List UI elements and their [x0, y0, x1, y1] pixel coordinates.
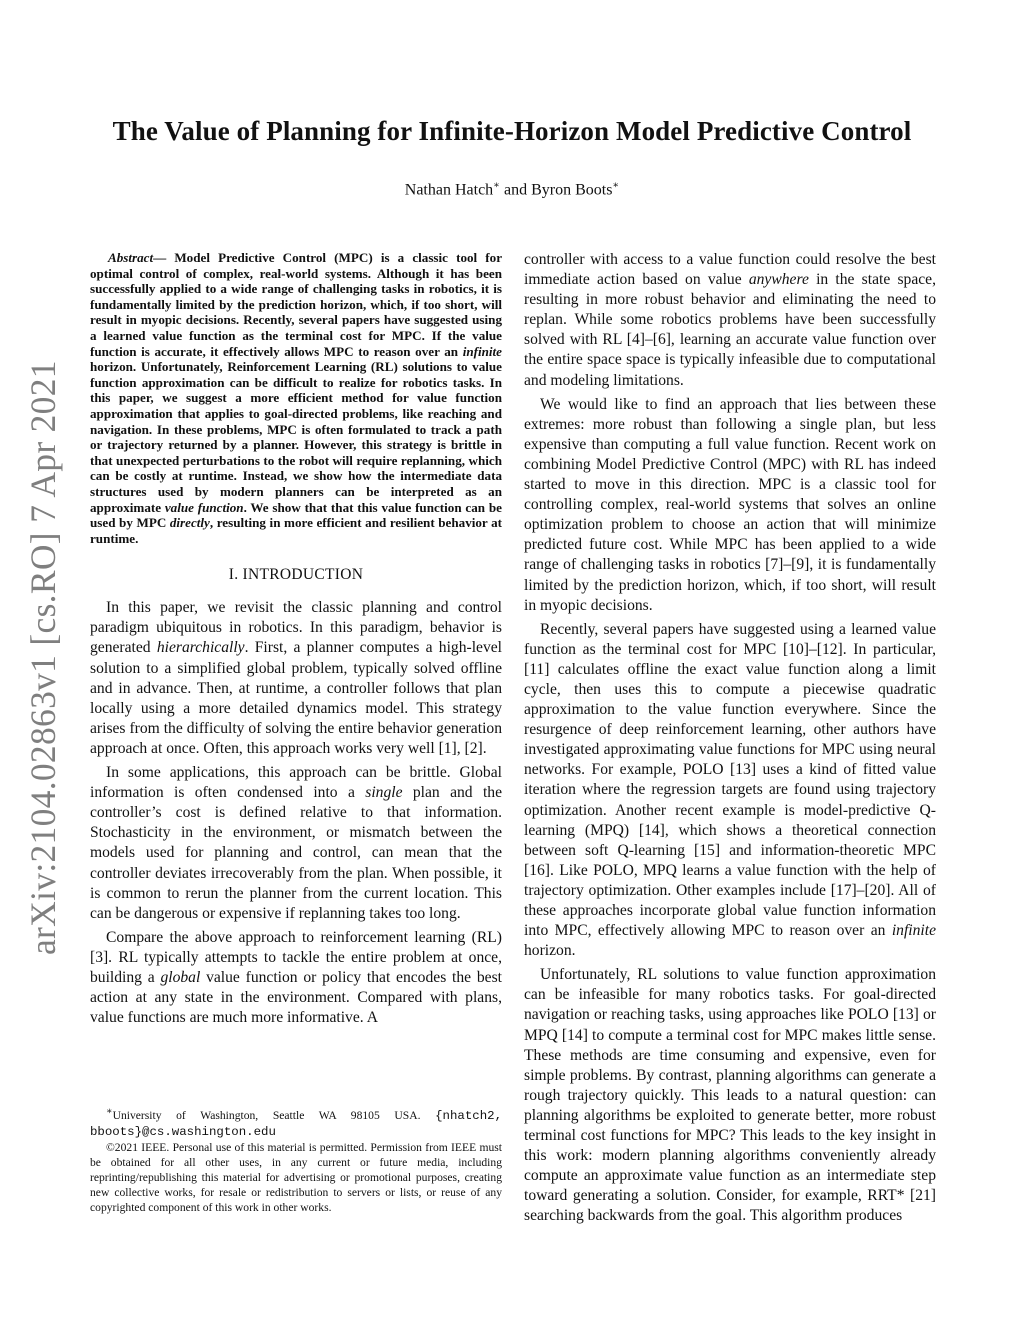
- author-line: [0, 180, 1024, 199]
- abstract-emphasis: infinite: [462, 343, 502, 359]
- abstract-text: Model Predictive Control (MPC) is a classic tool for optimal control of complex, real-world systems. Although it has been successfully applied to a wide range of challenging tasks in robotics, it is fundamentally limited by the prediction horizon, which, if too short, will result in myopic decisions. Recently, several papers have suggested using a learned value function as the terminal cost for MPC. If the value function is accurate, it effectively allows MPC to reason over an: [90, 250, 503, 359]
- paragraph-text: In some applications, this approach can be brittle. Global information is often condensed into a: [90, 764, 502, 802]
- abstract-dash: —: [153, 250, 175, 265]
- body-paragraph: [90, 928, 502, 1028]
- paragraph-text: . First, a planner computes a high-level solution to a simplified global problem, typically solved offline and in advance. Then, at runtime, a controller follows that plan locally using a more detailed dynamics model. This strategy arises from the difficulty of solving the entire behavior generation approach at once. Often, this approach works very well [1], [2].: [90, 639, 503, 757]
- paper-title: The Value of Planning for Infinite-Horizon Model Predictive Control: [112, 116, 912, 146]
- body-paragraph: [90, 598, 502, 759]
- paragraph-emphasis: hierarchically: [156, 639, 245, 657]
- paragraph-emphasis: global: [160, 968, 201, 986]
- affiliation-text: University of Washington, Seattle WA 98105 USA.: [112, 1108, 436, 1122]
- abstract-emphasis: directly: [169, 515, 210, 531]
- abstract-text: , resulting in more efficient and resilient behavior at runtime.: [90, 515, 502, 546]
- paragraph-emphasis: single: [365, 784, 403, 802]
- author-separator: and: [499, 181, 532, 199]
- body-paragraph: [90, 763, 502, 924]
- paragraph-text: plan and the controller’s cost is defined relative to that information. Stochasticity in the environment, or mismatch between the models used for planning and control, can mean that the controller deviates irrecoverably from the plan. When possible, it is common to rerun the planner from the current location. This can be dangerous or expensive if replanning takes too long.: [90, 784, 503, 922]
- paragraph-text: value function or policy that encodes the best action at any state in the environment. Compared with plans, value functions are much more informative. A: [90, 968, 502, 1027]
- paragraph-emphasis: infinite: [891, 922, 936, 940]
- body-paragraph: [524, 620, 936, 962]
- body-paragraph: [524, 250, 936, 391]
- author-name: Nathan Hatch: [404, 181, 494, 199]
- abstract-text: . We show that that this value function can be used by MPC: [90, 499, 502, 531]
- email-addresses: {nhatch2, bboots}@cs.washington.edu: [90, 1108, 502, 1139]
- author-name: Byron Boots: [531, 181, 613, 199]
- paragraph-text: horizon.: [524, 942, 576, 960]
- right-column: [524, 250, 936, 1231]
- footnotes: [90, 1104, 502, 1215]
- body-paragraph: We would like to find an approach that lies between these extremes: more robust than following a single plan, but less expensive than computing a full value function. Recent work on combining Model Predictive Control (MPC) with RL has indeed started to move in this direction. MPC is a classic tool for controlling complex, real-world systems that solves an online optimization problem to choose an action that will minimize predicted future cost. While MPC has been applied to a wide range of challenging tasks in robotics [7]–[9], it is fundamentally limited by the prediction horizon, which, if too short, will result in myopic decisions.: [524, 395, 936, 614]
- paragraph-text: controller with access to a value function could resolve the best immediate action based on value: [524, 251, 936, 289]
- paragraph-text: in the state space, resulting in more robust behavior and eliminating the need to replan. While some robotics problems have been successfully solved with RL [4]–[6], learning an accurate value function over the entire space space is typically infeasible due to computational and modeling limitations.: [524, 271, 936, 389]
- affiliation-footnote: [90, 1104, 502, 1140]
- copyright-notice: ©2021 IEEE. Personal use of this material is permitted. Permission from IEEE must be obtained for all other uses, in any current or future media, including reprinting/republishing this material for advertising or promotional purposes, creating new collective works, for resale or redistribution to servers or lists, or reuse of any copyrighted component of this work in other works.: [90, 1140, 502, 1214]
- paragraph-text: Recently, several papers have suggested using a learned value function as the terminal cost for MPC [10]–[12]. In particular, [11] calculates offline the exact value function along a limit cycle, then uses this to compute a piecewise quadratic approximation to the value function everywhere. Since the resurgence of deep reinforcement learning, other authors have investigated approximating value functions for MPC using neural networks. For example, POLO [13] uses a kind of fitted value iteration where the regression targets are found using trajectory optimization. Another recent example is model-predictive Q-learning (MPQ) [14], which shows a theoretical connection between soft Q-learning [15] and information-theoretic MPC [16]. Like POLO, MPQ learns a value function with the help of trajectory optimization. Other examples include [17]–[20]. All of these approaches incorporate global value function information into MPC, effectively allowing MPC to reason over an: [524, 620, 936, 940]
- affiliation-mark: ∗: [612, 180, 620, 191]
- paragraph-text: In this paper, we revisit the classic planning and control paradigm ubiquitous in robotics. In this paradigm, behavior is generated: [90, 599, 502, 657]
- abstract-text: horizon. Unfortunately, Reinforcement Learning (RL) solutions to value function approximation can be difficult to realize for robotics tasks. In this paper, we suggest a more efficient method for value function approximation that applies to goal-directed problems, like reaching and navigation. In these problems, MPC is often formulated to track a path or trajectory returned by a planner. However, this strategy is brittle in that unexpected perturbations to the robot will require replanning, which can be costly at runtime. Instead, we show how the intermediate data structures used by modern planners can be interpreted as an approximate: [90, 359, 502, 515]
- paragraph-text: Compare the above approach to reinforcement learning (RL) [3]. RL typically attempts to tackle the entire problem at once, building a: [90, 928, 502, 986]
- abstract-emphasis: value function: [164, 499, 244, 515]
- abstract: [90, 250, 502, 546]
- paragraph-emphasis: anywhere: [748, 271, 809, 289]
- body-paragraph: Unfortunately, RL solutions to value function approximation can be infeasible for many robotics tasks. For goal-directed navigation or reaching tasks, using approaches like POLO [13] or MPQ [14] to compute a terminal cost for MPC makes little sense. These methods are time consuming and expensive, even for simple problems. By contrast, planning algorithms can generate a rough trajectory quickly. This leads to a natural question: can planning algorithms be exploited to generate better, more robust terminal cost functions for MPC? This leads to the key insight in this work: modern planning algorithms conveniently already compute an approximate value function as an intermediate step toward generating a solution. Consider, for example, RRT* [21] searching backwards from the goal. This algorithm produces: [524, 966, 936, 1225]
- left-column: [90, 250, 502, 1032]
- arxiv-identifier: arXiv:2104.02863v1 [cs.RO] 7 Apr 2021: [23, 360, 63, 955]
- affiliation-mark: ∗: [106, 1106, 113, 1117]
- abstract-label: Abstract: [108, 250, 154, 265]
- section-heading: I. INTRODUCTION: [228, 566, 364, 584]
- affiliation-mark: ∗: [493, 180, 500, 191]
